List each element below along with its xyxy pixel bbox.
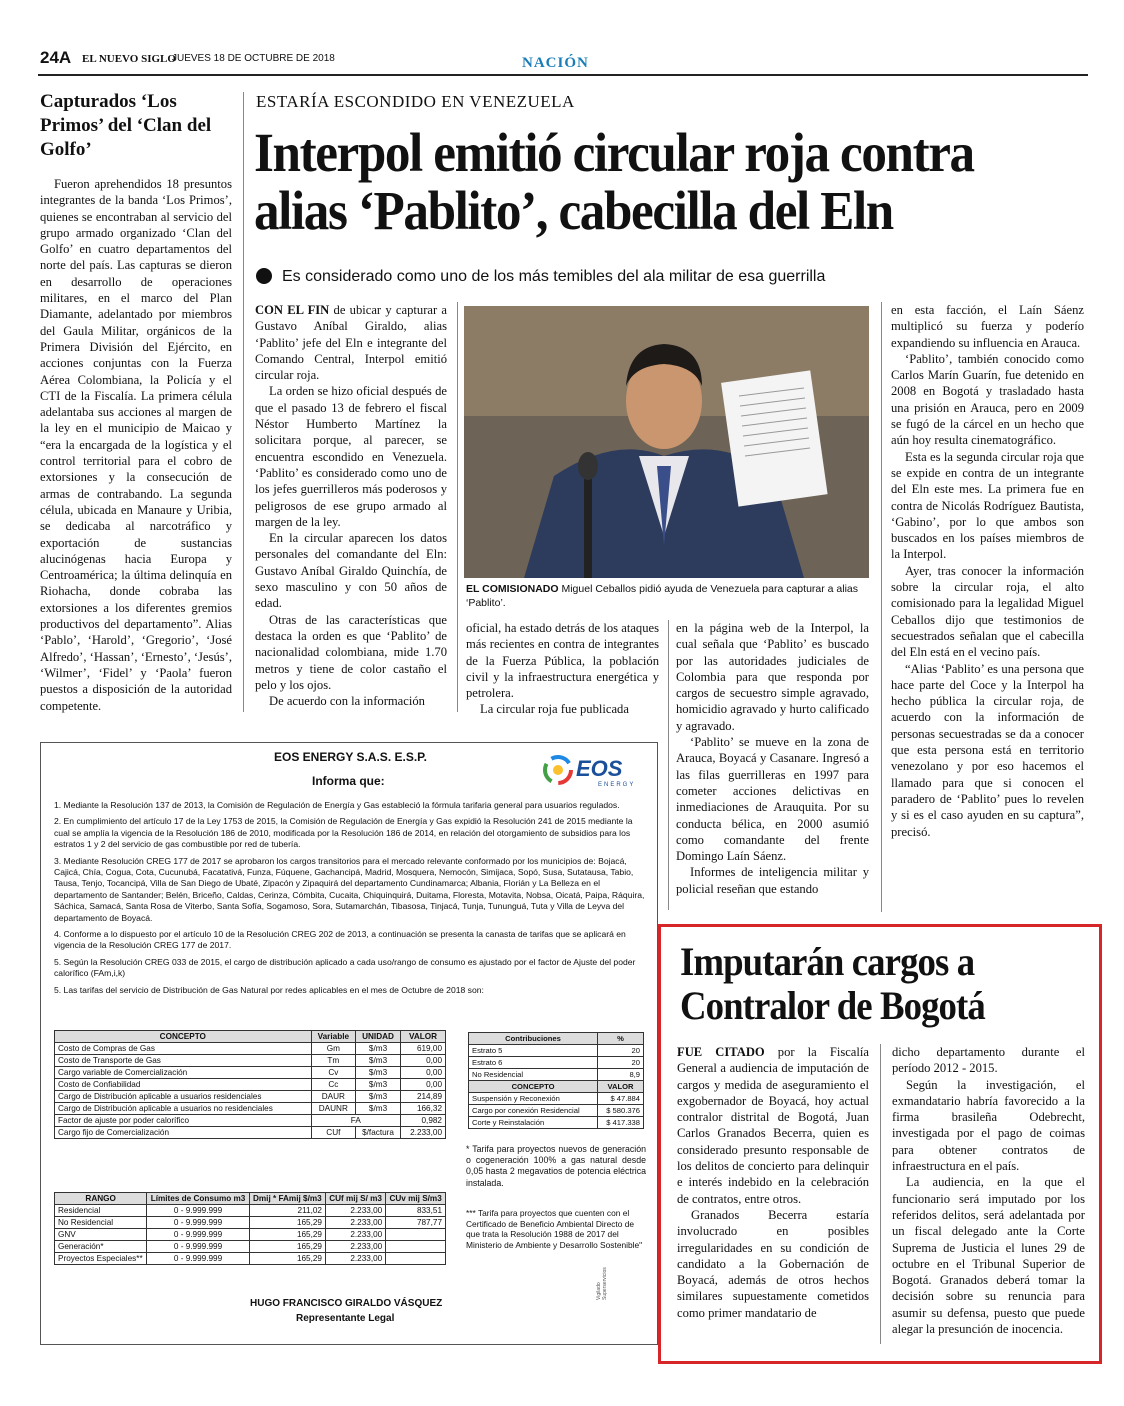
cell: 214,89 xyxy=(401,1091,446,1103)
caption-text: Miguel Ceballos pidió ayuda de Venezuela para capturar a alias ‘Pablito’. xyxy=(466,583,859,609)
column-header: VALOR xyxy=(401,1031,446,1043)
cell: $ 417.338 xyxy=(598,1117,644,1129)
cell: 0,982 xyxy=(401,1115,446,1127)
cell xyxy=(386,1241,446,1253)
logo-subtext: ENERGY xyxy=(598,782,636,788)
cell: 0 - 9.999.999 xyxy=(147,1253,249,1265)
cell: $ 47.884 xyxy=(598,1093,644,1105)
cell: Estrato 5 xyxy=(469,1045,598,1057)
column-divider xyxy=(881,302,882,912)
range-table xyxy=(54,1192,446,1265)
table-row xyxy=(55,1091,446,1103)
section-label: NACIÓN xyxy=(522,55,589,71)
cell: Residencial xyxy=(55,1205,147,1217)
table-row xyxy=(55,1241,446,1253)
column-header: Contribuciones xyxy=(469,1033,598,1045)
cell: 2.233,00 xyxy=(325,1229,385,1241)
cell: 619,00 xyxy=(401,1043,446,1055)
table-row xyxy=(55,1043,446,1055)
table-row xyxy=(55,1127,446,1139)
page-number: 24A xyxy=(40,48,72,67)
lead-in: CON EL FIN xyxy=(255,303,330,317)
column-divider xyxy=(668,620,669,910)
paragraph: “Alias ‘Pablito’ es una persona que hace parte del Coce y la Interpol ha hecho pública la circular roja, de acuerdo con la información de personas secuestradas se da a conocer que esta persona está en territorio venezolano y por eso hacemos el llamado para que si conocen el paradero de ‘Pablito’ pues lo revelen y si es el caso ayuden en su captura”, precisó. xyxy=(891,661,1084,839)
cell: Cc xyxy=(311,1079,355,1091)
cell: 0 - 9.999.999 xyxy=(147,1241,249,1253)
article-column-3 xyxy=(676,620,869,897)
column-header: Dmij * FAmij $/m3 xyxy=(249,1193,325,1205)
cell: 0 - 9.999.999 xyxy=(147,1217,249,1229)
table-row xyxy=(55,1055,446,1067)
column-header: CONCEPTO xyxy=(55,1031,312,1043)
cell: No Residencial xyxy=(55,1217,147,1229)
column-header: RANGO xyxy=(55,1193,147,1205)
column-divider xyxy=(243,92,244,712)
cell: 20 xyxy=(598,1045,644,1057)
article-dek xyxy=(256,268,825,286)
table-row xyxy=(55,1205,446,1217)
secondary-column-1 xyxy=(677,1044,869,1321)
column-header: CUv mij S/m3 xyxy=(386,1193,446,1205)
cell: 0,00 xyxy=(401,1079,446,1091)
cell: 787,77 xyxy=(386,1217,446,1229)
table-header-row xyxy=(469,1081,644,1093)
cell: 2.233,00 xyxy=(325,1241,385,1253)
secondary-column-2 xyxy=(892,1044,1085,1337)
cell: 833,51 xyxy=(386,1205,446,1217)
table-row xyxy=(469,1045,644,1057)
contributions-table xyxy=(468,1032,644,1129)
cell: FA xyxy=(311,1115,400,1127)
sidebar-headline: Capturados ‘Los Primos’ del ‘Clan del Golfo’ xyxy=(40,91,212,160)
paragraph: Esta es la segunda circular roja que se expide en contra de un integrante del Eln este mes. La primera fue en contra de Nicolás Rodríguez Bautista, ‘Gabino’, por lo que ambos son buscados en los países miembros de la Interpol. xyxy=(891,449,1084,562)
column-header: VALOR xyxy=(598,1081,644,1093)
paragraph: ‘Pablito’, también conocido como Carlos Marín Guarín, fue detenido en 2008 en Bogotá y trasladado hasta una prisión en Arauca, pero en 2009 se fugó de la cárcel en un hecho que aún hoy resulta cinematográfico. xyxy=(891,351,1084,448)
logo-wordmark: EOS xyxy=(576,756,623,781)
article-photo xyxy=(464,306,869,578)
newspaper-name: EL NUEVO SIGLO xyxy=(82,53,176,65)
cell: $/m3 xyxy=(356,1079,401,1091)
paragraph: La orden se hizo oficial después de que el pasado 13 de febrero el fiscal Néstor Humberto Martínez la solicitara porque, al parecer, se encuentra escondido en Venezuela. ‘Pablito’ es considerado como uno de los jefes guerrilleros más poderosos y peligrosos de ese grupo armado al margen de la ley. xyxy=(255,384,447,529)
cell: 0 - 9.999.999 xyxy=(147,1205,249,1217)
cell: Suspensión y Reconexión xyxy=(469,1093,598,1105)
cell: 165,29 xyxy=(249,1229,325,1241)
column-divider xyxy=(880,1044,881,1344)
cell: Costo de Confiabilidad xyxy=(55,1079,312,1091)
table-row xyxy=(469,1093,644,1105)
cell: $/m3 xyxy=(356,1103,401,1115)
cell: Cargo fijo de Comercialización xyxy=(55,1127,312,1139)
notice-item: 5. Las tarifas del servicio de Distribución de Gas Natural por redes aplicables en el mes de Octubre de 2018 son: xyxy=(54,984,484,995)
sidebar-body xyxy=(40,176,232,714)
dek-text: Es considerado como uno de los más temibles del ala militar de esa guerrilla xyxy=(282,268,826,285)
photo-illustration xyxy=(464,306,869,578)
article-column-4 xyxy=(891,302,1084,840)
cell: Costo de Transporte de Gas xyxy=(55,1055,312,1067)
cell: Generación* xyxy=(55,1241,147,1253)
article-headline: Interpol emitió circular roja contra alias ‘Pablito’, cabecilla del Eln xyxy=(254,122,974,241)
cell: Cargo de Distribución aplicable a usuarios residenciales xyxy=(55,1091,312,1103)
cell: Cargo de Distribución aplicable a usuarios no residenciales xyxy=(55,1103,312,1115)
paragraph: Ayer, tras conocer la información sobre la circular roja, el alto comisionado para la legalidad Miguel Ceballos dijo que testimonios de secuestrados señalan que el cabecilla del Eln está en el vecino país. xyxy=(891,563,1084,660)
cell: Costo de Compras de Gas xyxy=(55,1043,312,1055)
footnote-special: *** Tarifa para proyectos que cuenten con el Certificado de Beneficio Ambiental Directo de que trata la Resolución 1988 de 2017 del Ministerio de Ambiente y Desarrollo Sostenible" xyxy=(466,1208,643,1250)
cell: $/factura xyxy=(356,1127,401,1139)
paragraph: oficial, ha estado detrás de los ataques más recientes en contra de integrantes de la Fuerza Pública, la población civil y la infraestructura energética y petrolera. xyxy=(466,621,659,701)
table-header-row xyxy=(55,1031,446,1043)
column-divider xyxy=(457,302,458,712)
paragraph: ‘Pablito’ se mueve en la zona de Arauca, Boyacá y Casanare. Ingresó a las filas guerrilleras en 1997 para cometer acciones delictivas en inmediaciones de Arauquita. Por su conducta bélica, en 2000 asumió como comandante del frente Domingo Laín Sáenz. xyxy=(676,735,869,864)
table-row xyxy=(55,1217,446,1229)
paragraph: Otras de las características que destaca la orden es que ‘Pablito’ de nacionalidad colombiana, mide 1.70 metros y tiene de color castaño el pelo y los ojos. xyxy=(255,612,447,692)
paragraph: Granados Becerra estaría involucrado en posibles irregularidades en su condición de candidato a la Gobernación de Boyacá, además de otros hechos similares supuestamente cometidos como primer mandatario de xyxy=(677,1207,869,1320)
cell: Gm xyxy=(311,1043,355,1055)
paragraph xyxy=(255,302,447,383)
table-row xyxy=(469,1069,644,1081)
column-header: Variable xyxy=(311,1031,355,1043)
cell: 2.233,00 xyxy=(325,1217,385,1229)
signer-role: Representante Legal xyxy=(296,1313,395,1324)
cell: Tm xyxy=(311,1055,355,1067)
article-column-1 xyxy=(255,302,447,709)
cell: Corte y Reinstalación xyxy=(469,1117,598,1129)
paragraph: De acuerdo con la información xyxy=(269,694,425,709)
cell: 2.233,00 xyxy=(325,1205,385,1217)
cell: Proyectos Especiales** xyxy=(55,1253,147,1265)
notice-item: 3. Mediante Resolución CREG 177 de 2017 se aprobaron los cargos transitorios para el mercado relevante conformado por los municipios de: Bojacá, Cajicá, Chía, Cogua, Cota, Cucunubá, Facatativá, Funza, Fúquene, Gachancipá, Madrid, Mosquera, Nemocón, Simijaca, Sopó, Susa, Sutatausa, Tabio, Tausa, Tenjo, Tocancipá, Villa de San Diego de Ubaté, Zipacón y Zipaquirá del departamento Cundinamarca; Albania, Florián y La Belleza en el departamento de Santander; Belén, Briceño, Caldas, Cerinza, Cómbita, Cucaita, Chiquinquirá, Duitama, Floresta, Motavita, Nobsa, Oicatá, Paipa, Ráquira, Sáchica, Samacá, Santa Rosa de Viterbo, Santa Sofía, Sogamoso, Sora, Sutamarchán, Tibasosa, Tinjacá, Tunja, Tununguá, Tuta y Villa de Leyva del departamento de Boyacá. xyxy=(54,855,645,923)
cell: 0,00 xyxy=(401,1067,446,1079)
tariff-table xyxy=(54,1030,446,1139)
paragraph: en la página web de la Interpol, la cual señala que ‘Pablito’ es buscado por las autoridades judiciales de Colombia para que responda por cargos de secuestro simple agravado, homicidio agravado y hurto calificado y agravado. xyxy=(676,621,869,733)
table-row xyxy=(55,1229,446,1241)
column-header: % xyxy=(598,1033,644,1045)
caption-lead: EL COMISIONADO xyxy=(466,583,559,595)
paragraph: en esta facción, el Laín Sáenz multiplicó su fuerza y poderío expandiendo su influencia en Arauca. xyxy=(891,303,1084,350)
cell: $/m3 xyxy=(356,1043,401,1055)
secondary-headline: Imputarán cargos a Contralor de Bogotá xyxy=(680,939,985,1028)
cell: 211,02 xyxy=(249,1205,325,1217)
paragraph-text: por la Fiscalía General a audiencia de imputación de cargos y medida de aseguramiento el exgobernador de Boyacá, hoy actual contralor distrital de Bogotá, Juan Carlos Granados Becerra, quien es considerado presunto responsable de los delitos de concierto para delinquir e interés indebido en la celebración de contratos, entre otros. xyxy=(677,1045,869,1206)
issue-date: JUEVES 18 DE OCTUBRE DE 2018 xyxy=(172,53,335,64)
photo-caption xyxy=(466,582,866,610)
cell: Factor de ajuste por poder calorífico xyxy=(55,1115,312,1127)
notice-item: 1. Mediante la Resolución 137 de 2013, la Comisión de Regulación de Energía y Gas estableció la fórmula tarifaria general para usuarios regulados. xyxy=(54,800,620,810)
table-header-row xyxy=(469,1033,644,1045)
table-header-row xyxy=(55,1193,446,1205)
cell: 2.233,00 xyxy=(325,1253,385,1265)
paragraph: Informes de inteligencia militar y policial reseñan que estando xyxy=(676,865,869,896)
cell xyxy=(386,1253,446,1265)
cell: GNV xyxy=(55,1229,147,1241)
ad-notices xyxy=(54,800,646,996)
notice-item: 2. En cumplimiento del artículo 17 de la Ley 1753 de 2015, la Comisión de Regulación de Energía y Gas expidió la Resolución 241 de 2015 mediante la cual se amplía la vigencia de la Resolución 186 de 2010, modificada por la Resolución 186 de 2014, en relación del otorgamiento de subsidios para los estratos 1 y 2 del servicio de gas combustible por red de tubería. xyxy=(54,816,633,850)
cell: 0,00 xyxy=(401,1055,446,1067)
paragraph: Según la investigación, el exmandatario habría favorecido a la firma brasileña Odebrecht, investigada por el pago de coimas para obtener contratos de infraestructura en el país. xyxy=(892,1077,1085,1174)
cell: $ 580.376 xyxy=(598,1105,644,1117)
table-row xyxy=(469,1057,644,1069)
cell: DAUR xyxy=(311,1091,355,1103)
table-row xyxy=(469,1105,644,1117)
cell: DAUNR xyxy=(311,1103,355,1115)
column-header: CONCEPTO xyxy=(469,1081,598,1093)
table-row xyxy=(55,1115,446,1127)
table-row xyxy=(55,1067,446,1079)
table-row xyxy=(469,1117,644,1129)
ad-subtitle: Informa que: xyxy=(312,774,385,788)
cell: Estrato 6 xyxy=(469,1057,598,1069)
sidebar-paragraph: Fueron aprehendidos 18 presuntos integrantes de la banda ‘Los Primos’, quienes se encontraban al servicio del grupo armado organizado ‘Clan del Golfo’ en cuatro departamentos del norte del país. Las capturas se dieron en desarrollo de operaciones militares, en el marco del Plan Diamante, adelantado por miembros del Gaula Militar, orgánicos de la Primera División del Ejército, en acciones conjuntas con la Fuerza Aérea Colombiana, la Policía y el CTI de la Fiscalía. La primera célula adelantaba sus acciones al margen de la ley en el municipio de Maicao y “era la encargada de la logística y el control territorial para el cobro de extorsiones y la consecución de armas de contrabando. La segunda célula, ubicada en Manaure y Uribia, se dedicaba al narcotráfico y exportación de sustancias alucinógenas hacia Europa y Centroamérica; la última delinquía en Riohacha, donde cobraba las extorsiones a los diferentes gremios productivos del departamento”. Alias ‘Pablo’, ‘Harold’, ‘Gregorio’, ‘José Alfredo’, ‘Hassan’, ‘Ernesto’, ‘Jesús’, ‘Wilmer’, ‘Fidel’ y ‘Paola’ fueron puestos a disposición de la autoridad competente. xyxy=(40,177,232,713)
paragraph: La circular roja fue publicada xyxy=(480,702,629,717)
footnote-generation: * Tarifa para proyectos nuevos de generación o cogeneración 100% a gas natural desde 0,05 hasta 2 megavatios de potencia eléctrica instalada. xyxy=(466,1144,646,1188)
cell xyxy=(386,1229,446,1241)
paragraph-text: de ubicar y capturar a Gustavo Aníbal Giraldo, alias ‘Pablito’ jefe del Eln e integrante del Comando Central, Interpol emitió circular roja. xyxy=(255,303,448,383)
cell: CUf xyxy=(311,1127,355,1139)
paragraph: dicho departamento durante el período 2012 - 2015. xyxy=(892,1045,1085,1076)
cell: $/m3 xyxy=(356,1067,401,1079)
cell: No Residencial xyxy=(469,1069,598,1081)
paragraph xyxy=(677,1044,869,1207)
article-column-2 xyxy=(466,620,659,718)
column-header: CUf mij S/ m3 xyxy=(325,1193,385,1205)
cell: 2.233,00 xyxy=(401,1127,446,1139)
supervision-watermark: Vigilado Superservicios xyxy=(596,1267,608,1300)
cell: 165,29 xyxy=(249,1217,325,1229)
cell: Cargo variable de Comercialización xyxy=(55,1067,312,1079)
notice-item: 4. Conforme a lo dispuesto por el artículo 10 de la Resolución CREG 202 de 2013, a continuación se presenta la canasta de tarifas que se aplicará en vigencia de la Resolución CREG 177 de 2017. xyxy=(54,929,626,951)
header-rule xyxy=(38,74,1088,76)
column-header: Límites de Consumo m3 xyxy=(147,1193,249,1205)
table-row xyxy=(55,1079,446,1091)
cell: 0 - 9.999.999 xyxy=(147,1229,249,1241)
article-kicker: ESTARÍA ESCONDIDO EN VENEZUELA xyxy=(256,92,575,111)
column-header: UNIDAD xyxy=(356,1031,401,1043)
ad-title: EOS ENERGY S.A.S. E.S.P. xyxy=(274,750,427,764)
notice-item: 5. Según la Resolución CREG 033 de 2015, el cargo de distribución aplicado a cada uso/rango de consumo es ajustado por el factor de Ajuste del poder calorífico (FAm,i,k) xyxy=(54,956,636,979)
paragraph: En la circular aparecen los datos personales del comandante del Eln: Gustavo Aníbal Giraldo Quinchía, de sexo masculino y con 50 años de edad. xyxy=(255,531,447,611)
paragraph: La audiencia, en la que el funcionario será imputado por los referidos delitos, será adelantada por un fiscal delegado ante la Corte Suprema de Justicia el lunes 29 de octubre en el Tribunal Superior de Bogotá. Granados deberá tomar la decisión sobre su renuncia para asumir su defensa, puesto que puede alegar la presunción de inocencia. xyxy=(892,1175,1085,1337)
lead-in: FUE CITADO xyxy=(677,1045,765,1059)
cell: $/m3 xyxy=(356,1055,401,1067)
cell: 165,29 xyxy=(249,1241,325,1253)
bullet-icon xyxy=(256,268,272,284)
cell: 166,32 xyxy=(401,1103,446,1115)
cell: Cargo por conexión Residencial xyxy=(469,1105,598,1117)
signer-name: HUGO FRANCISCO GIRALDO VÁSQUEZ xyxy=(250,1298,443,1309)
cell: 20 xyxy=(598,1057,644,1069)
cell: $/m3 xyxy=(356,1091,401,1103)
cell: 165,29 xyxy=(249,1253,325,1265)
table-row xyxy=(55,1103,446,1115)
table-row xyxy=(55,1253,446,1265)
cell: Cv xyxy=(311,1067,355,1079)
cell: 8,9 xyxy=(598,1069,644,1081)
